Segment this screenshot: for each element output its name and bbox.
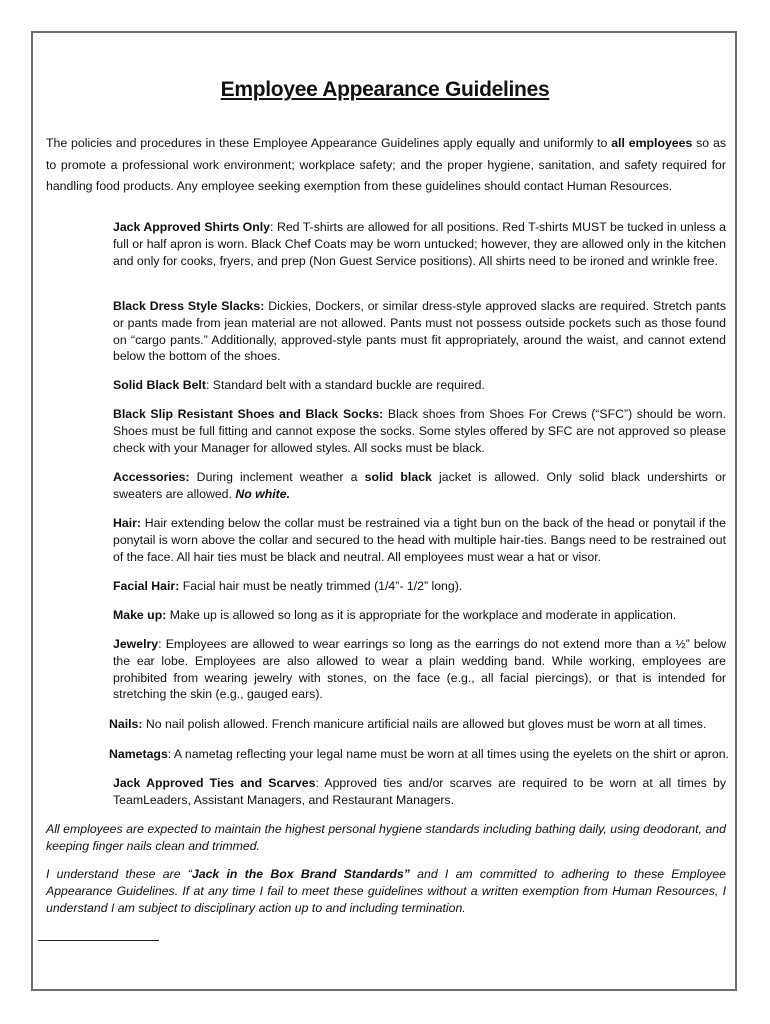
hygiene-statement: All employees are expected to maintain the highest personal hygiene standards including bathing daily, using deodorant, and keeping finger nails clean and trimmed. — [46, 822, 726, 853]
acknowledgement-statement: I understand these are “Jack in the Box Brand Standards” and I am committed to adhering to these Employee Appearance Guidelines. If at any time I fail to meet these guidelines without a written exemption from Human Resources, I understand I am subject to disciplinary action up to and including termination. — [46, 867, 726, 915]
page-title: Employee Appearance Guidelines — [220, 78, 550, 101]
section-ties: Jack Approved Ties and Scarves: Approved ties and/or scarves are required to be worn at all times by TeamLeaders, Assistant Managers, and Restaurant Managers. — [113, 776, 726, 807]
section-nails: Nails: No nail polish allowed. French manicure artificial nails are allowed but gloves must be worn at all times. — [109, 717, 707, 731]
section-belt: Solid Black Belt: Standard belt with a standard buckle are required. — [113, 378, 485, 392]
section-shoes: Black Slip Resistant Shoes and Black Socks: Black shoes from Shoes For Crews (“SFC”) should be worn. Shoes must be full fitting and cannot expose the socks. Some styles offered by SFC are not approved so please check with your Manager for allowed styles. All socks must be black. — [113, 407, 726, 455]
section-slacks: Black Dress Style Slacks: Dickies, Dockers, or similar dress-style approved slacks are required. Stretch pants or pants made from jean material are not allowed. Pants must not possess outside pockets such as those found on “cargo pants.” Additionally, approved-style pants must fit appropriately, around the waist, and cannot extend below the bottom of the shoes. — [113, 299, 726, 364]
signature-line — [38, 940, 159, 941]
section-shirts: Jack Approved Shirts Only: Red T-shirts are allowed for all positions. Red T-shirts MUST be tucked in unless a full or half apron is worn. Black Chef Coats may be worn untucked; however, they are allowed only in the kitchen and only for cooks, fryers, and prep (Non Guest Service positions). All shirts need to be ironed and wrinkle free. — [113, 220, 726, 268]
intro-paragraph: The policies and procedures in these Employee Appearance Guidelines apply equally and uniformly to all employees so as to promote a professional work environment; workplace safety; and the proper hygiene, sanitation, and safety required for handling food products. Any employee seeking exemption from these guidelines should contact Human Resources. — [46, 136, 726, 193]
section-makeup: Make up: Make up is allowed so long as it is appropriate for the workplace and moderate in application. — [113, 608, 677, 622]
section-nametags: Nametags: A nametag reflecting your legal name must be worn at all times using the eyelets on the shirt or apron. — [109, 747, 729, 761]
section-accessories: Accessories: During inclement weather a solid black jacket is allowed. Only solid black undershirts or sweaters are allowed. No white. — [113, 470, 726, 501]
section-hair: Hair: Hair extending below the collar must be restrained via a tight bun on the back of the head or ponytail if the ponytail is worn above the collar and secured to the head with multiple hair-ties. Bangs need to be restrained out of the face. All hair ties must be black and neutral. All employees must wear a hat or visor. — [113, 516, 726, 564]
section-jewelry: Jewelry: Employees are allowed to wear earrings so long as the earrings do not extend more than a ½” below the ear lobe. Employees are also allowed to wear a plain wedding band. While working, employees are prohibited from wearing jewelry with stones, on the face (e.g., all facial piercings), or that is intended for stretching the skin (e.g., gauged ears). — [113, 637, 726, 702]
section-facial-hair: Facial Hair: Facial hair must be neatly trimmed (1/4”- 1/2” long). — [113, 579, 463, 593]
